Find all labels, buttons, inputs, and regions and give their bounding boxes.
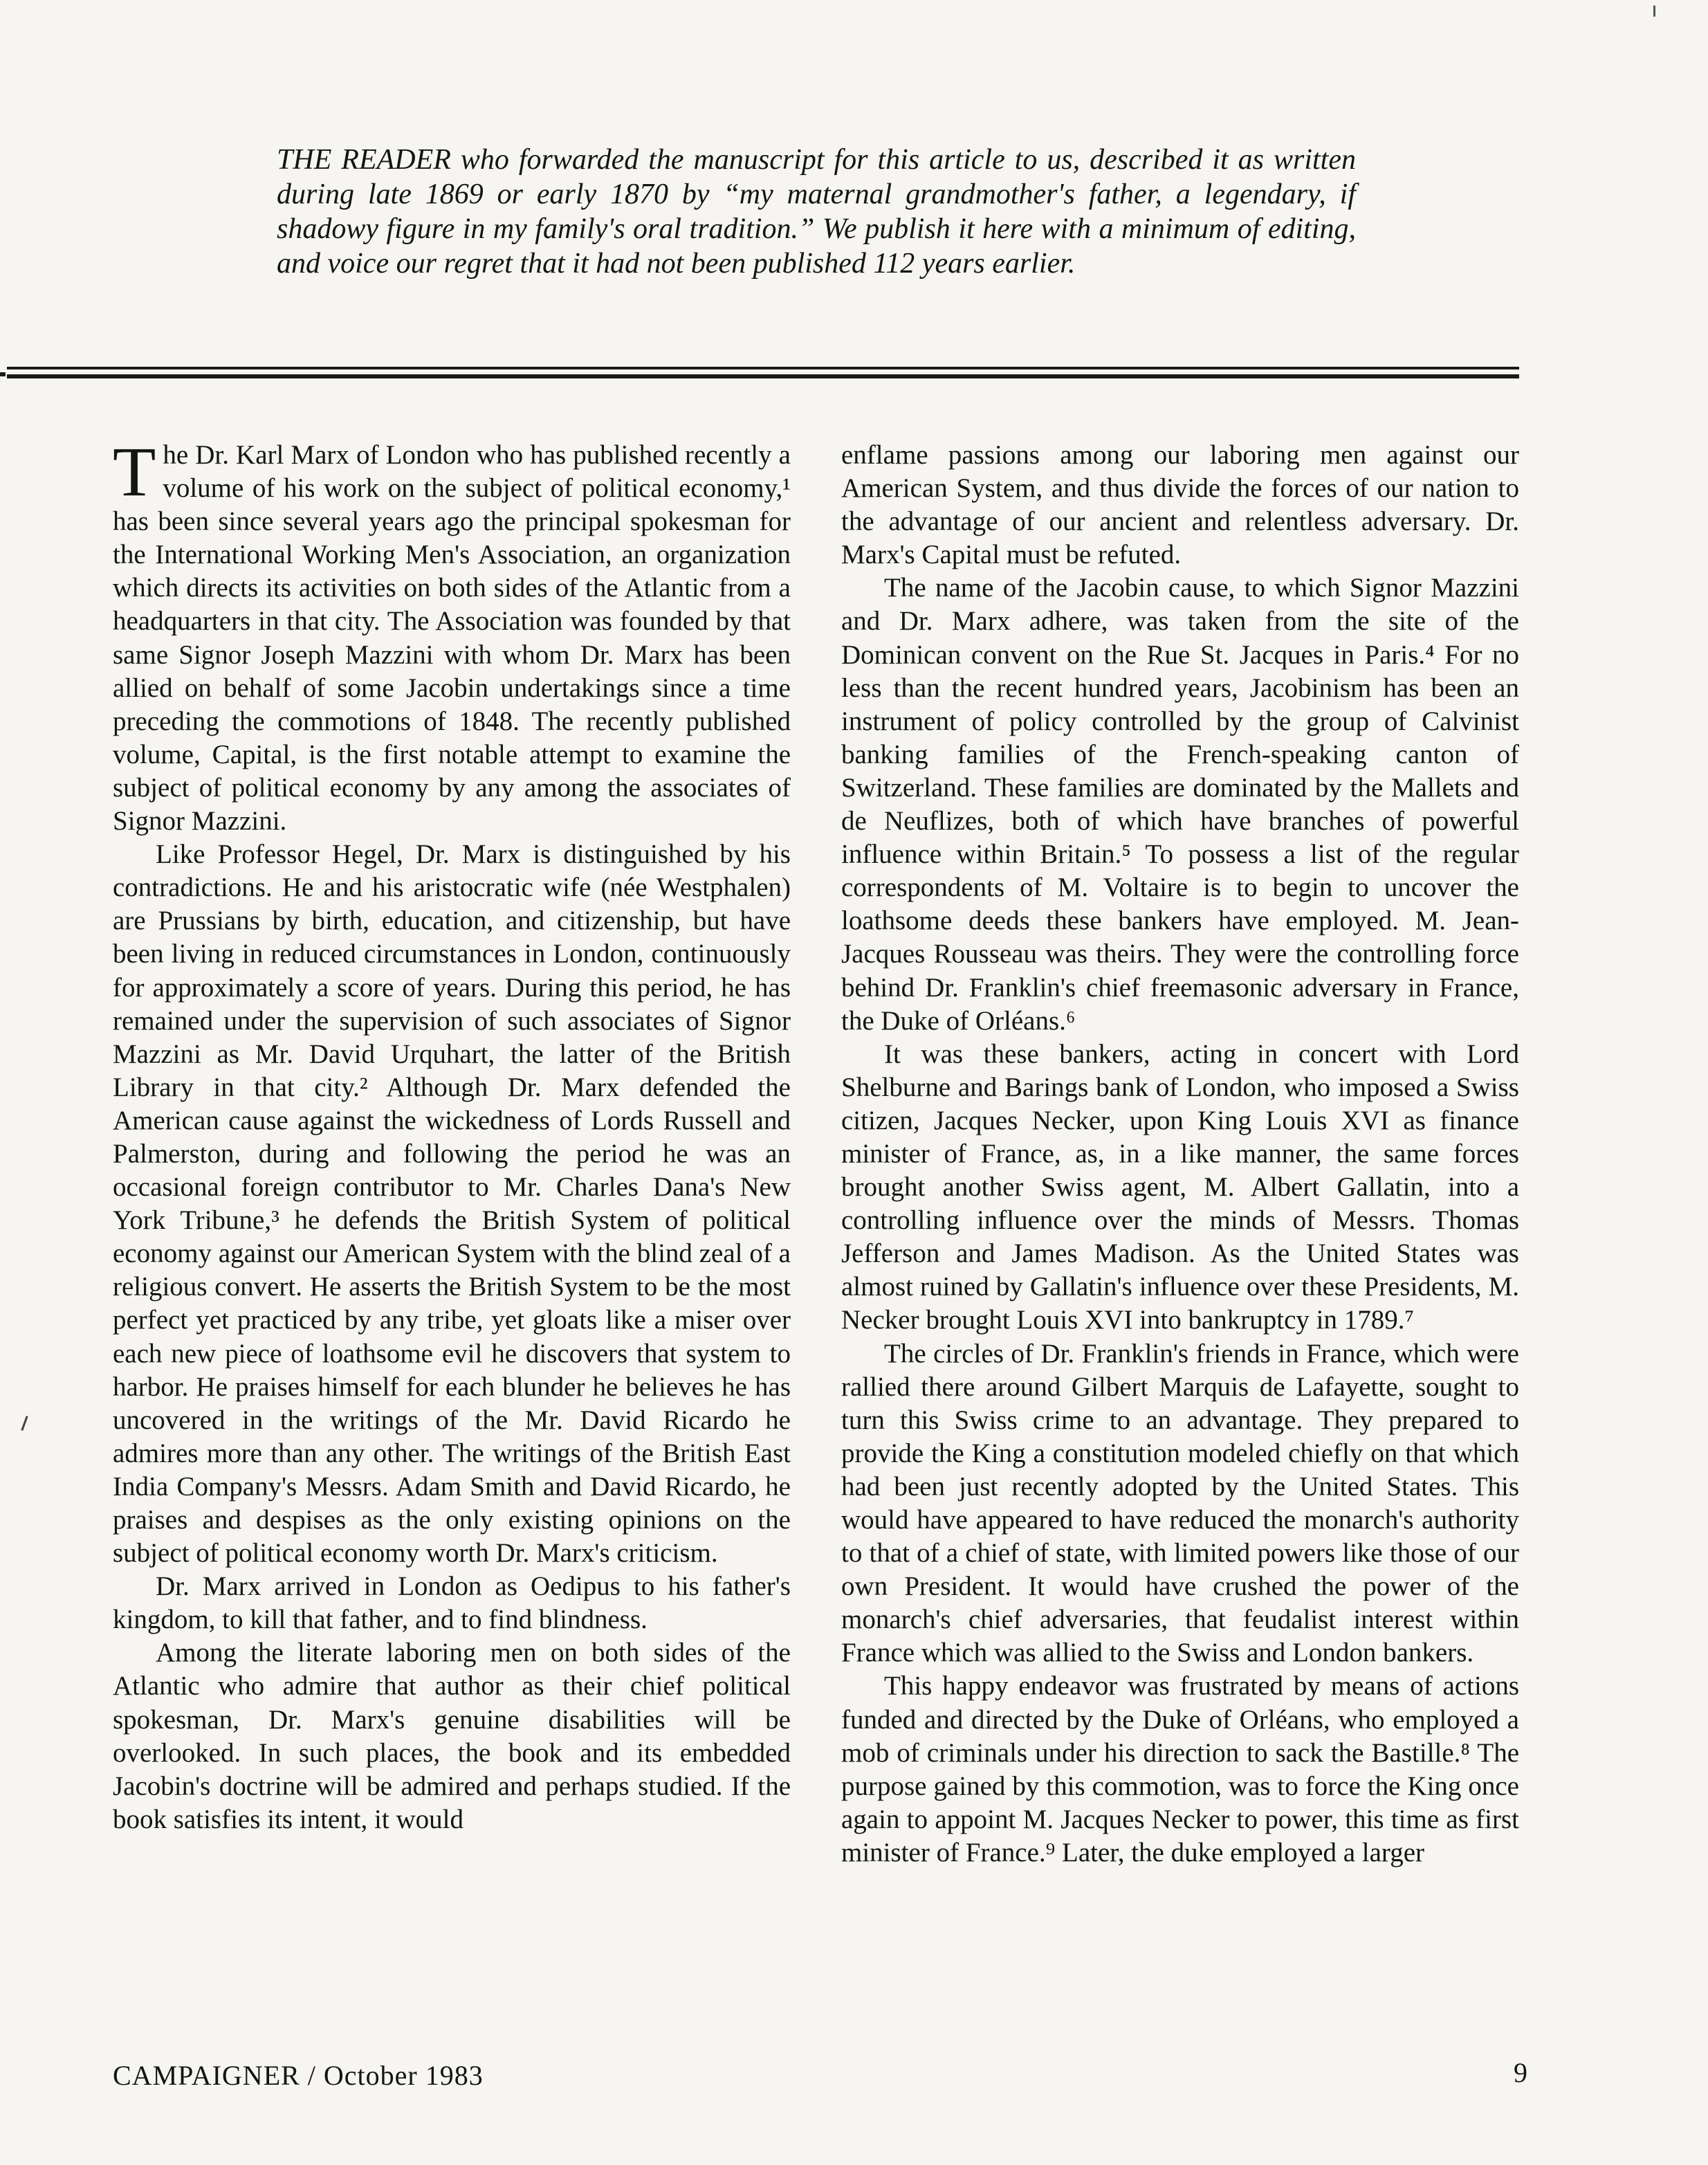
paragraph: This happy endeavor was frustrated by means of actions funded and directed by the Duke of Orléans, who employed a mob of criminals under his direction to sack the Bastille.⁸ The purpose gained by this commotion, was to force the King once again to appoint M. Jacques Necker to power, this time as first minister of France.⁹ Later, the duke employed a larger (841, 1671, 1519, 1867)
editor-intro: THE READER who forwarded the manuscript for this article to us, described it as written during late 1869 or early 1870 by “my maternal grandmother's father, a legendary, if shadowy figure in my family's oral tradition.” We publish it here with a minimum of editing, and voice our regret that it had not been published 112 years earlier. (277, 144, 1356, 280)
paragraph: The circles of Dr. Franklin's friends in France, which were rallied there around Gilbert Marquis de Lafayette, sought to turn this Swiss crime to an advantage. They prepared to provide the King a constitution modeled chiefly on that which had been just recently adopted by the United States. This would have appeared to have reduced the monarch's authority to that of a chief of state, with limited powers like those of our own President. It would have crushed the power of the monarch's chief adversaries, that feudalist interest within France which was allied to the Swiss and London bankers. (841, 1338, 1519, 1668)
paragraph: The Dr. Karl Marx of London who has published recently a volume of his work on the subject of political economy,¹ has been since several years ago the principal spokesman for the International Working Men's Association, an organization which directs its activities on both sides of the Atlantic from a headquarters in that city. The Association was founded by that same Signor Joseph Mazzini with whom Dr. Marx has been allied on behalf of some Jacobin undertakings since a time preceding the commotions of 1848. The recently published volume, Capital, is the first notable attempt to examine the subject of political economy by any among the associates of Signor Mazzini. (113, 433, 791, 837)
paragraph: It was these bankers, acting in concert with Lord Shelburne and Barings bank of London, who imposed a Swiss citizen, Jacques Necker, upon King Louis XVI as finance minister of France, as, in a like manner, the same forces brought another Swiss agent, M. Albert Gallatin, into a controlling influence over the minds of Messrs. Thomas Jefferson and James Madison. As the United States was almost ruined by Gallatin's influence over these Presidents, M. Necker brought Louis XVI into bankruptcy in 1789.⁷ (841, 1039, 1519, 1335)
paragraph: Like Professor Hegel, Dr. Marx is distinguished by his contradictions. He and his aristocratic wife (née Westphalen) are Prussians by birth, education, and citizenship, but have been living in reduced circumstances in London, continuously for approximately a score of years. During this period, he has remained under the supervision of such associates of Signor Mazzini as Mr. David Urquhart, the latter of the British Library in that city.² Although Dr. Marx defended the American cause against the wickedness of Lords Russell and Palmerston, during and following the period he was an occasional foreign contributor to Mr. Charles Dana's New York Tribune,³ he defends the British System of political economy against our American System with the blind zeal of a religious convert. He asserts the British System to be the most perfect yet practiced by any tribe, yet gloats like a miser over each new piece of loathsome evil he discovers that system to harbor. He praises himself for each blunder he believes he has uncovered in the writings of the Mr. David Ricardo he admires more than any other. The writings of the British East India Company's Messrs. Adam Smith and David Ricardo, he praises and despises as the only existing opinions on the subject of political economy worth Dr. Marx's criticism. (113, 839, 791, 1569)
right-column (841, 439, 1519, 1870)
scan-mark (21, 1416, 28, 1431)
publication-footer: CAMPAIGNER / October 1983 (113, 2060, 484, 2091)
paragraph: enflame passions among our laboring men against our American System, and thus divide the forces of our nation to the advantage of our ancient and relentless adversary. Dr. Marx's Capital must be refuted. (841, 440, 1519, 570)
paragraph: Among the literate laboring men on both sides of the Atlantic who admire that author as their chief political spokesman, Dr. Marx's genuine disabilities will be overlooked. In such places, the book and its embedded Jacobin's doctrine will be admired and perhaps studied. If the book satisfies its intent, it would (113, 1638, 791, 1834)
double-rule-divider (0, 367, 1519, 379)
scan-mark (1653, 6, 1655, 17)
paragraph: Dr. Marx arrived in London as Oedipus to his father's kingdom, to kill that father, and to find blindness. (113, 1571, 791, 1635)
left-column (113, 433, 791, 1836)
page-number: 9 (1514, 2057, 1527, 2088)
paragraph: The name of the Jacobin cause, to which Signor Mazzini and Dr. Marx adhere, was taken from the site of the Dominican convent on the Rue St. Jacques in Paris.⁴ For no less than the recent hundred years, Jacobinism has been an instrument of policy controlled by the group of Calvinist banking families of the French-speaking canton of Switzerland. These families are dominated by the Mallets and de Neuflizes, both of which have branches of powerful influence within Britain.⁵ To possess a list of the regular correspondents of M. Voltaire is to begin to uncover the loathsome deeds these bankers have employed. M. Jean-Jacques Rousseau was theirs. They were the controlling force behind Dr. Franklin's chief freemasonic adversary in France, the Duke of Orléans.⁶ (841, 573, 1519, 1036)
drop-cap: T (113, 433, 156, 511)
